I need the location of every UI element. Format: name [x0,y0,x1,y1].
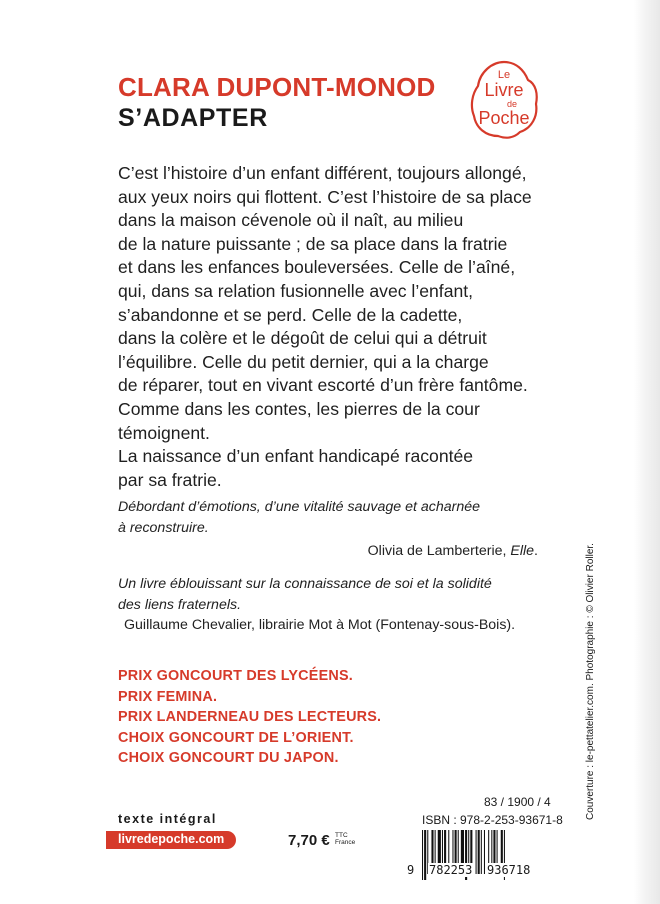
synopsis-line: Comme dans les contes, les pierres de la cour [118,398,480,419]
catalog-code: 83 / 1900 / 4 [484,795,551,809]
prizes-list [118,666,381,769]
book-title: S’ADAPTER [118,104,268,132]
spine-edge [634,0,660,904]
price: 7,70 € [288,832,330,849]
synopsis-line: C’est l’histoire d’un enfant différent, toujours allongé, [118,163,527,183]
press-quote-elle [118,497,538,559]
prize-item: CHOIX GONCOURT DU JAPON. [118,750,339,767]
logo-text-le: Le [497,69,511,81]
price-note-france: France [335,839,356,846]
prize-item: PRIX GONCOURT DES LYCÉENS. [118,668,353,684]
website-link[interactable]: livredepoche.com [118,832,225,846]
barcode-digit-first: 9 [407,863,415,877]
le-livre-de-poche-logo [468,60,540,140]
synopsis-line: de la nature puissante ; de sa place dans la fratrie [118,233,508,254]
website-tag[interactable] [106,831,236,849]
quote-source-name: Olivia de Lamberterie, [367,543,511,559]
logo-text-poche: Poche [478,108,530,128]
quote-line: Débordant d’émotions, d’une vitalité sauvage et acharnée [118,499,481,515]
author-name: CLARA DUPONT-MONOD [118,72,436,102]
logo-text-livre: Livre [484,80,524,100]
synopsis-line: dans la colère et le dégoût de celui qui a détruit [118,328,487,349]
synopsis-line: par sa fratrie. [118,469,222,490]
price-note [335,832,355,846]
price-note-ttc: TTC [335,832,348,839]
synopsis-line: dans la maison cévenole où il naît, au milieu [118,210,464,231]
prize-item: CHOIX GONCOURT DE L’ORIENT. [118,729,354,746]
logo-text-de: de [506,99,518,109]
quote-source [368,543,538,559]
synopsis-line: La naissance d’un enfant handicapé racontée [118,446,474,467]
prize-item: PRIX FEMINA. [118,688,218,705]
synopsis-line: témoignent. [118,422,210,443]
quote-line: Un livre éblouissant sur la connaissance de soi et la solidité [118,576,492,592]
prize-item: PRIX LANDERNEAU DES LECTEURS. [118,709,382,726]
synopsis-line: s’abandonne et se perd. Celle de la cadette, [118,304,463,325]
synopsis-line: l’équilibre. Celle du petit dernier, qui a la charge [118,351,489,372]
synopsis-line: de réparer, tout en vivant escorté d’un frère fantôme. [118,375,528,396]
quote-source: Guillaume Chevalier, librairie Mot à Mot (Fontenay-sous-Bois). [124,617,516,633]
quote-source-end: . [534,543,538,559]
barcode-digits-right: 936718 [487,863,531,877]
synopsis [118,162,538,492]
quote-line: à reconstruire. [118,519,209,536]
synopsis-line: et dans les enfances bouleversées. Celle de l’aîné, [118,257,516,278]
isbn: ISBN : 978-2-253-93671-8 [422,813,563,827]
quote-source-publication: Elle [510,543,535,559]
synopsis-line: qui, dans sa relation fusionnelle avec l’enfant, [118,280,474,301]
synopsis-line: aux yeux noirs qui flottent. C’est l’histoire de sa place [118,186,532,207]
barcode-digits [406,863,546,881]
barcode-digits-left: 782253 [429,863,473,877]
texte-integral-label: texte intégral [118,812,217,826]
bookseller-quote [118,574,543,636]
quote-line: des liens fraternels. [118,596,242,613]
cover-credits: Couverture : le-pettatelier.com. Photographie : © Olivier Roller. [585,543,596,820]
